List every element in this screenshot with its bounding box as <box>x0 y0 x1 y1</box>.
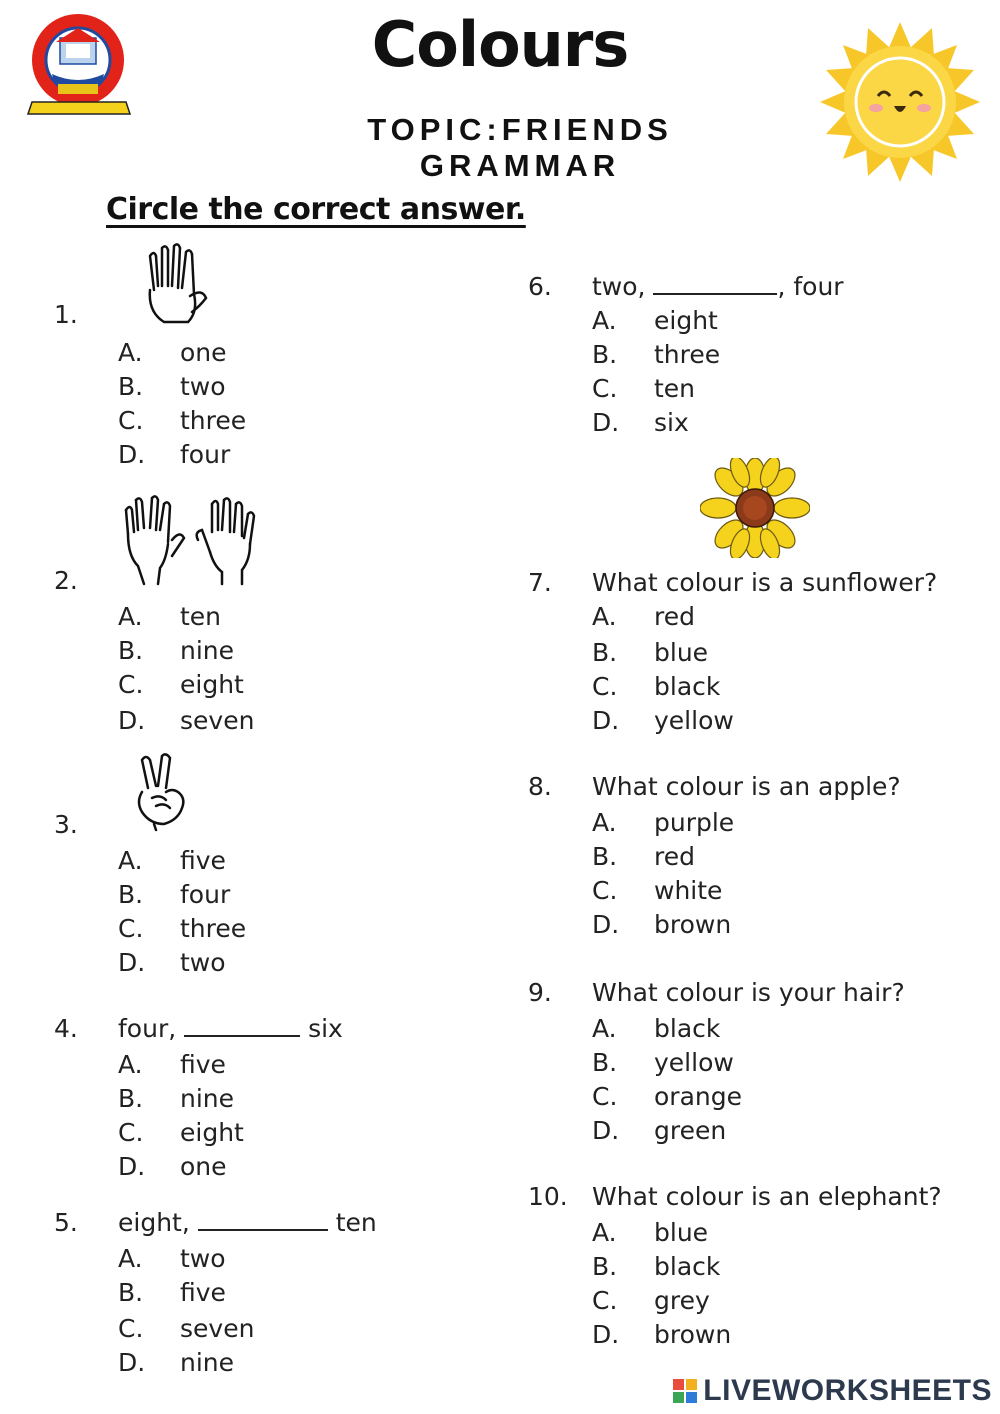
option-a[interactable]: A. one <box>118 338 227 367</box>
page-title: Colours <box>371 8 629 81</box>
answer-blank <box>198 1211 328 1231</box>
question-stem: What colour is an apple? <box>592 772 901 801</box>
question-stem: What colour is an elephant? <box>592 1182 942 1211</box>
option-c[interactable]: C. three <box>118 406 247 435</box>
option-b[interactable]: B. three <box>592 340 721 369</box>
option-b[interactable]: B. four <box>118 880 231 909</box>
option-a[interactable]: A. blue <box>592 1218 709 1247</box>
question-stem: two, , four <box>592 272 844 301</box>
option-a[interactable]: A. ten <box>118 602 222 631</box>
liveworksheets-watermark <box>673 1374 992 1408</box>
option-d[interactable]: D. green <box>592 1116 727 1145</box>
option-b[interactable]: B. nine <box>118 636 235 665</box>
option-a[interactable]: A. eight <box>592 306 718 335</box>
option-a[interactable]: A. purple <box>592 808 735 837</box>
question-number: 8. <box>528 772 552 801</box>
question-7 <box>528 568 968 738</box>
question-number: 5. <box>54 1208 78 1237</box>
question-stem: four, six <box>118 1014 343 1043</box>
option-d[interactable]: D. seven <box>118 706 255 735</box>
option-d[interactable]: D. brown <box>592 910 732 939</box>
option-c[interactable]: C. three <box>118 914 247 943</box>
question-2 <box>54 566 454 736</box>
option-c[interactable]: C. orange <box>592 1082 742 1111</box>
instruction-text: Circle the correct answer. <box>106 192 526 227</box>
option-c[interactable]: C. seven <box>118 1314 255 1343</box>
topic-line-2: GRAMMAR <box>419 148 621 183</box>
question-number: 6. <box>528 272 552 301</box>
option-a[interactable]: A. five <box>118 846 226 875</box>
option-a[interactable]: A. two <box>118 1244 226 1273</box>
question-stem: eight, ten <box>118 1208 377 1237</box>
question-3 <box>54 810 454 980</box>
option-d[interactable]: D. brown <box>592 1320 732 1349</box>
question-4 <box>54 1014 454 1184</box>
option-c[interactable]: C. eight <box>118 670 244 699</box>
question-number: 1. <box>54 300 78 329</box>
question-number: 9. <box>528 978 552 1007</box>
question-stem: What colour is your hair? <box>592 978 905 1007</box>
answer-blank <box>184 1017 300 1037</box>
watermark-text: LIVEWORKSHEETS <box>703 1374 992 1407</box>
hand-two-fingers-icon <box>132 752 192 836</box>
question-number: 10. <box>528 1182 568 1211</box>
option-b[interactable]: B. two <box>118 372 226 401</box>
option-d[interactable]: D. yellow <box>592 706 734 735</box>
topic-line-1: TOPIC:FRIENDS <box>367 112 673 147</box>
hand-four-fingers-icon <box>140 242 216 330</box>
option-d[interactable]: D. one <box>118 1152 227 1181</box>
option-c[interactable]: C. white <box>592 876 723 905</box>
question-number: 2. <box>54 566 78 595</box>
option-c[interactable]: C. ten <box>592 374 696 403</box>
two-hands-ten-fingers-icon <box>122 494 258 590</box>
option-b[interactable]: B. blue <box>592 638 709 667</box>
option-a[interactable]: A. five <box>118 1050 226 1079</box>
question-9 <box>528 978 968 1148</box>
option-a[interactable]: A. red <box>592 602 695 631</box>
question-5 <box>54 1208 454 1378</box>
answer-blank <box>653 275 777 295</box>
option-c[interactable]: C. black <box>592 672 721 701</box>
option-c[interactable]: C. grey <box>592 1286 710 1315</box>
option-b[interactable]: B. black <box>592 1252 721 1281</box>
question-stem: What colour is a sunflower? <box>592 568 938 597</box>
option-b[interactable]: B. nine <box>118 1084 235 1113</box>
option-b[interactable]: B. red <box>592 842 695 871</box>
question-number: 4. <box>54 1014 78 1043</box>
question-number: 7. <box>528 568 552 597</box>
option-a[interactable]: A. black <box>592 1014 721 1043</box>
sunflower-icon <box>700 458 810 562</box>
option-c[interactable]: C. eight <box>118 1118 244 1147</box>
option-d[interactable]: D. nine <box>118 1348 235 1377</box>
question-6 <box>528 272 968 442</box>
question-number: 3. <box>54 810 78 839</box>
question-8 <box>528 772 968 942</box>
sun-icon <box>820 22 980 182</box>
question-1 <box>54 300 454 470</box>
option-b[interactable]: B. yellow <box>592 1048 734 1077</box>
option-d[interactable]: D. two <box>118 948 226 977</box>
liveworksheets-logo-icon <box>673 1379 697 1403</box>
question-10 <box>528 1182 968 1352</box>
option-b[interactable]: B. five <box>118 1278 226 1307</box>
option-d[interactable]: D. four <box>118 440 231 469</box>
option-d[interactable]: D. six <box>592 408 689 437</box>
